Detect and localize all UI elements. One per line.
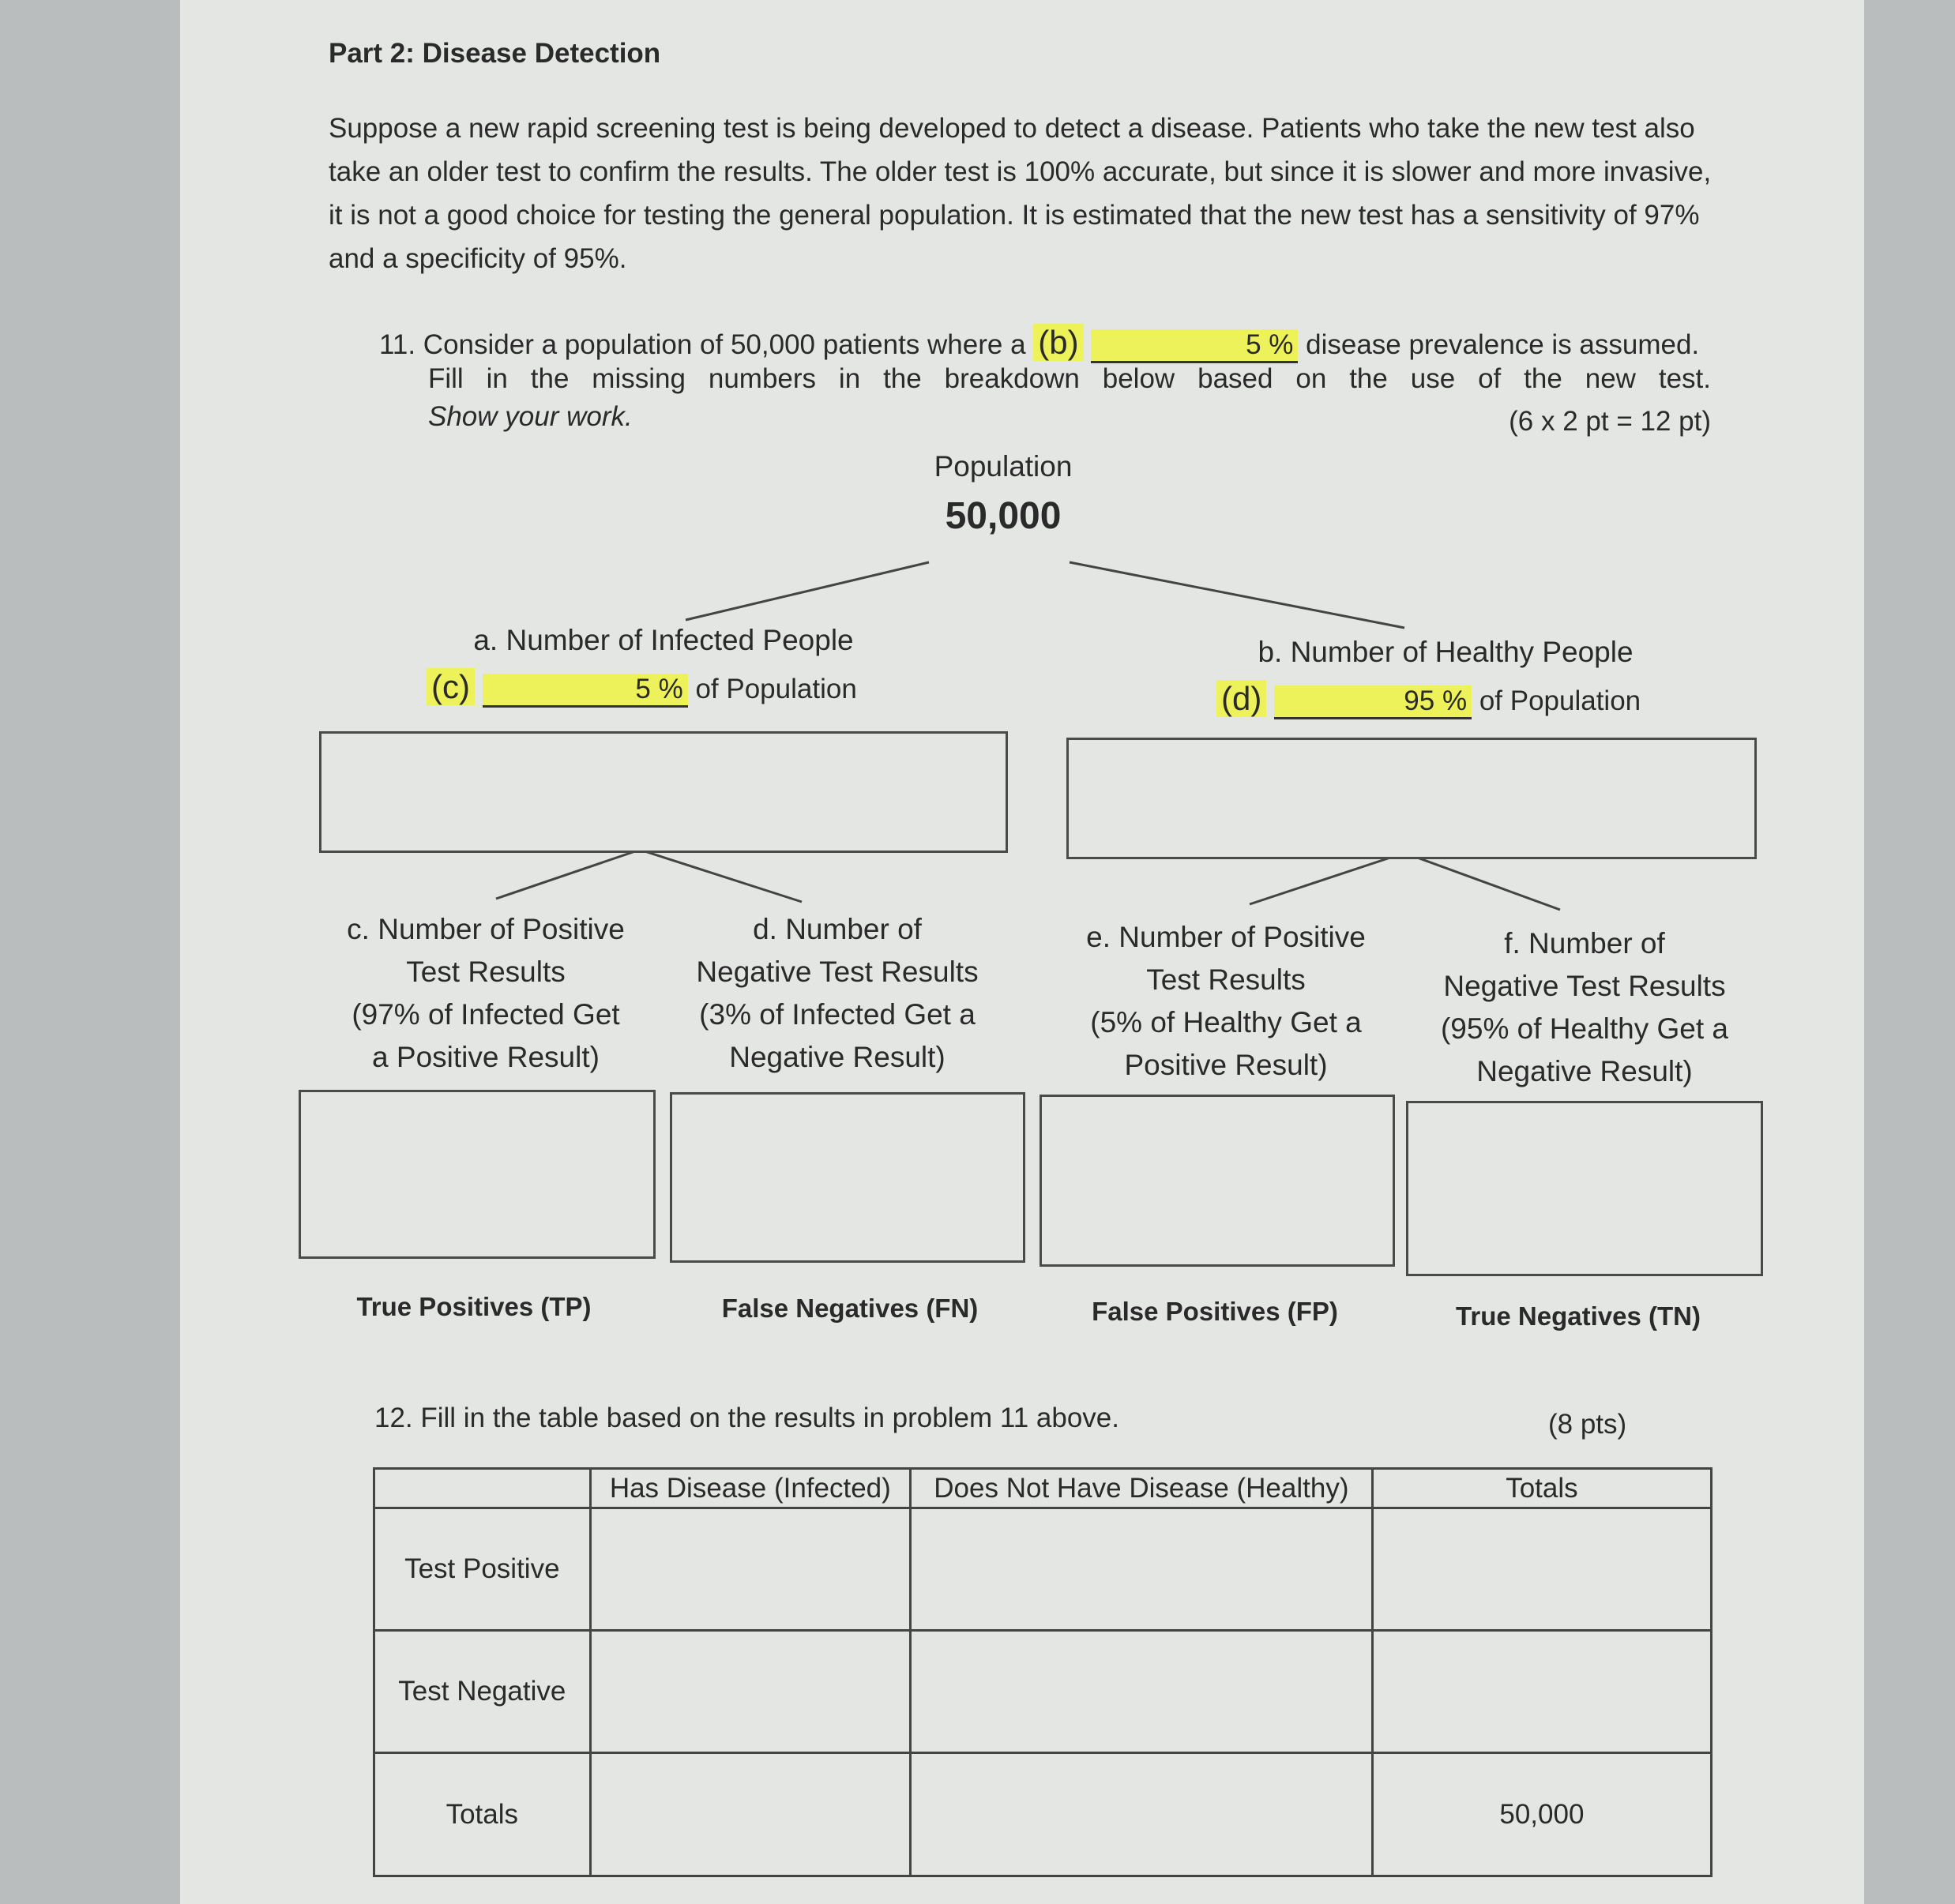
caption-fn: False Negatives (FN) [721, 1294, 979, 1323]
infected-answer-box[interactable] [319, 731, 1008, 853]
leaf-text: Negative Test Results [696, 956, 979, 988]
connector-line [686, 562, 929, 620]
table-cell[interactable] [590, 1753, 910, 1876]
infected-suffix: of Population [695, 674, 857, 704]
marker-c: (c) [427, 668, 475, 705]
table-cell[interactable] [590, 1631, 910, 1753]
leaf-text: Negative Test Results [1443, 970, 1726, 1002]
question-11-text: Consider a population of 50,000 patients where a [423, 329, 1026, 360]
marker-d: (d) [1216, 680, 1266, 717]
infected-label: a. Number of Infected People [473, 624, 854, 656]
intro-line: Suppose a new rapid screening test is being developed to detect a disease. Patients who take the new test also [329, 113, 1695, 144]
leaf-text: Negative Result) [729, 1041, 946, 1073]
marker-b: (b) [1033, 324, 1083, 361]
leaf-text: (3% of Infected Get a [699, 998, 976, 1031]
table-cell[interactable]: 50,000 [1372, 1753, 1711, 1876]
intro-line: and a specificity of 95%. [329, 243, 627, 274]
question-number: 11. [379, 329, 416, 360]
table-cell[interactable] [910, 1631, 1372, 1753]
healthy-label: b. Number of Healthy People [1258, 636, 1634, 668]
table-row [374, 1631, 1712, 1753]
healthy-suffix: of Population [1479, 685, 1641, 716]
table-header-row [374, 1469, 1712, 1508]
question-11-text-end: disease prevalence is assumed. [1306, 329, 1700, 360]
leaf-true-negative [1414, 922, 1755, 1093]
show-work-text: Show your work. [428, 401, 633, 432]
connector-line [640, 850, 802, 902]
prevalence-blank[interactable]: 5 % [1091, 329, 1298, 363]
table-header-cell [374, 1469, 591, 1508]
leaf-true-positive [324, 908, 648, 1079]
leaf-text: Negative Result) [1476, 1055, 1693, 1087]
leaf-false-negative [673, 908, 1002, 1079]
leaf-text: d. Number of [753, 913, 922, 945]
fn-answer-box[interactable] [670, 1092, 1025, 1263]
infected-node [431, 624, 885, 708]
connector-line [1250, 853, 1404, 904]
leaf-text: (97% of Infected Get [352, 998, 620, 1031]
leaf-text: Test Results [1146, 963, 1306, 996]
question-12-text: 12. Fill in the table based on the results in problem 11 above. [374, 1403, 1119, 1433]
connector-line [496, 850, 640, 899]
tp-answer-box[interactable] [299, 1090, 656, 1259]
question-11-line2: Fill in the missing numbers in the breakdown below based on the use of the new test. [428, 363, 1711, 394]
leaf-text: a Positive Result) [372, 1041, 600, 1073]
table-cell[interactable] [590, 1508, 910, 1631]
table-row [374, 1508, 1712, 1631]
table-cell[interactable] [1372, 1508, 1711, 1631]
row-label: Totals [374, 1753, 591, 1876]
row-label: Test Positive [374, 1508, 591, 1631]
table-row [374, 1753, 1712, 1876]
table-header-cell: Has Disease (Infected) [590, 1469, 910, 1508]
caption-tn: True Negatives (TN) [1456, 1301, 1701, 1331]
table-cell[interactable] [1372, 1631, 1711, 1753]
leaf-text: Test Results [406, 956, 566, 988]
table-header-cell: Totals [1372, 1469, 1711, 1508]
healthy-node [1216, 636, 1675, 719]
connector-line [1404, 853, 1560, 910]
leaf-false-positive [1055, 916, 1397, 1087]
intro-line: take an older test to confirm the results. The older test is 100% accurate, but since it is slower and more invasive, [329, 156, 1712, 187]
infected-percent-blank[interactable]: 5 % [483, 674, 688, 708]
caption-fp: False Positives (FP) [1092, 1297, 1338, 1326]
fp-answer-box[interactable] [1040, 1095, 1395, 1267]
leaf-text: (5% of Healthy Get a [1090, 1006, 1362, 1038]
leaf-text: Positive Result) [1124, 1049, 1328, 1081]
healthy-percent-blank[interactable]: 95 % [1274, 685, 1472, 719]
intro-line: it is not a good choice for testing the general population. It is estimated that the new test has a sensitivity of 97% [329, 200, 1700, 231]
table-header-cell: Does Not Have Disease (Healthy) [910, 1469, 1372, 1508]
healthy-answer-box[interactable] [1066, 738, 1757, 859]
results-table [373, 1467, 1713, 1877]
section-title: Part 2: Disease Detection [329, 38, 661, 69]
points-text: (6 x 2 pt = 12 pt) [1509, 406, 1711, 437]
root-value: 50,000 [945, 495, 1062, 537]
question-12-points: (8 pts) [1548, 1409, 1627, 1440]
leaf-text: f. Number of [1504, 927, 1665, 960]
caption-tp: True Positives (TP) [356, 1292, 592, 1321]
leaf-text: e. Number of Positive [1086, 921, 1366, 953]
table-cell[interactable] [910, 1753, 1372, 1876]
connector-line [1070, 562, 1404, 628]
table-cell[interactable] [910, 1508, 1372, 1631]
row-label: Test Negative [374, 1631, 591, 1753]
leaf-text: (95% of Healthy Get a [1440, 1012, 1729, 1045]
root-label: Population [934, 450, 1073, 483]
leaf-text: c. Number of Positive [347, 913, 625, 945]
tn-answer-box[interactable] [1406, 1101, 1763, 1276]
